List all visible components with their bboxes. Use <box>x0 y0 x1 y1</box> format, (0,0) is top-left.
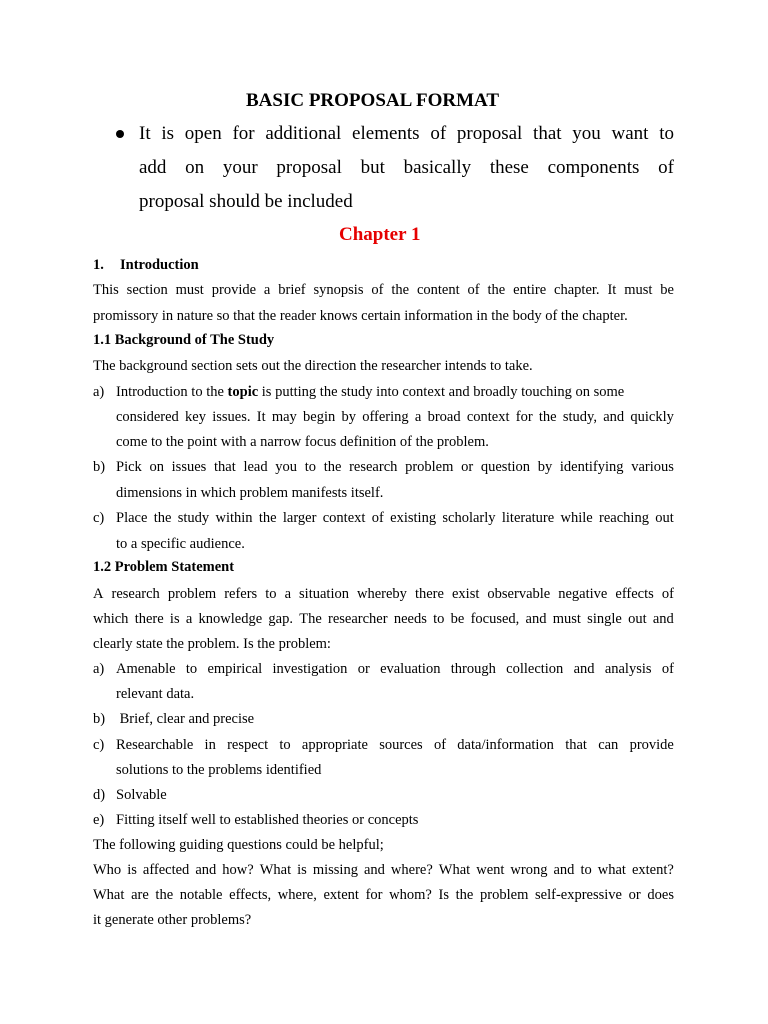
bullet-line-3: proposal should be included <box>139 191 353 212</box>
background-item-b-label: b) <box>93 459 106 475</box>
problem-item-e-line-1: Fitting itself well to established theories or concepts <box>116 812 419 828</box>
bullet-icon <box>116 130 124 138</box>
problem-item-b-label: b) <box>93 711 106 727</box>
background-item-b-line-2: dimensions in which problem manifests itself. <box>116 485 384 501</box>
problem-para-line-2: which there is a knowledge gap. The researcher needs to be focused, and must single out and <box>93 611 674 627</box>
document-title: BASIC PROPOSAL FORMAT <box>246 90 500 111</box>
intro-para-line-2: promissory in nature so that the reader knows certain information in the body of the chapter. <box>93 308 628 324</box>
background-item-c-line-1: Place the study within the larger context of existing scholarly literature while reaching out <box>116 510 674 526</box>
background-item-a-label: a) <box>93 384 105 400</box>
intro-number: 1. <box>93 257 104 273</box>
background-item-b-line-1: Pick on issues that lead you to the research problem or question by identifying various <box>116 459 674 475</box>
problem-heading: 1.2 Problem Statement <box>93 559 235 575</box>
problem-item-d-label: d) <box>93 787 106 803</box>
problem-item-e-label: e) <box>93 812 105 828</box>
question-line-1: Who is affected and how? What is missing and where? What went wrong and to what extent? <box>93 862 674 878</box>
background-item-a-line-3: come to the point with a narrow focus definition of the problem. <box>116 434 489 450</box>
problem-para-line-1: A research problem refers to a situation whereby there exist observable negative effects of <box>93 586 674 602</box>
background-item-c-label: c) <box>93 510 105 526</box>
topic-emphasis: topic <box>227 384 259 400</box>
background-item-a-line-1: Introduction to the topic is putting the study into context and broadly touching on some <box>116 384 625 400</box>
problem-para-line-3: clearly state the problem. Is the problem: <box>93 636 331 652</box>
bullet-line-2: add on your proposal but basically these components of <box>139 157 674 178</box>
intro-para-line-1: This section must provide a brief synopsis of the content of the entire chapter. It must be <box>93 282 674 298</box>
background-lead: The background section sets out the direction the researcher intends to take. <box>93 358 533 374</box>
bullet-line-1: It is open for additional elements of proposal that you want to <box>139 123 674 144</box>
problem-item-b-line-1: Brief, clear and precise <box>116 711 255 727</box>
intro-heading: Introduction <box>120 257 199 273</box>
background-heading: 1.1 Background of The Study <box>93 332 275 348</box>
problem-item-d-line-1: Solvable <box>116 787 167 803</box>
problem-item-c-line-2: solutions to the problems identified <box>116 762 322 778</box>
background-item-c-line-2: to a specific audience. <box>116 536 245 552</box>
problem-item-a-line-1: Amenable to empirical investigation or evaluation through collection and analysis of <box>116 661 674 677</box>
chapter-heading: Chapter 1 <box>339 224 421 245</box>
problem-item-a-line-2: relevant data. <box>116 686 195 702</box>
question-line-2: What are the notable effects, where, extent for whom? Is the problem self-expressive or does <box>93 887 674 903</box>
background-item-a-line-2: considered key issues. It may begin by offering a broad context for the study, and quickly <box>116 409 674 425</box>
question-line-3: it generate other problems? <box>93 912 252 928</box>
problem-item-a-label: a) <box>93 661 105 677</box>
problem-item-c-line-1: Researchable in respect to appropriate sources of data/information that can provide <box>116 737 674 753</box>
guiding-questions-lead: The following guiding questions could be helpful; <box>93 837 384 853</box>
problem-item-c-label: c) <box>93 737 105 753</box>
